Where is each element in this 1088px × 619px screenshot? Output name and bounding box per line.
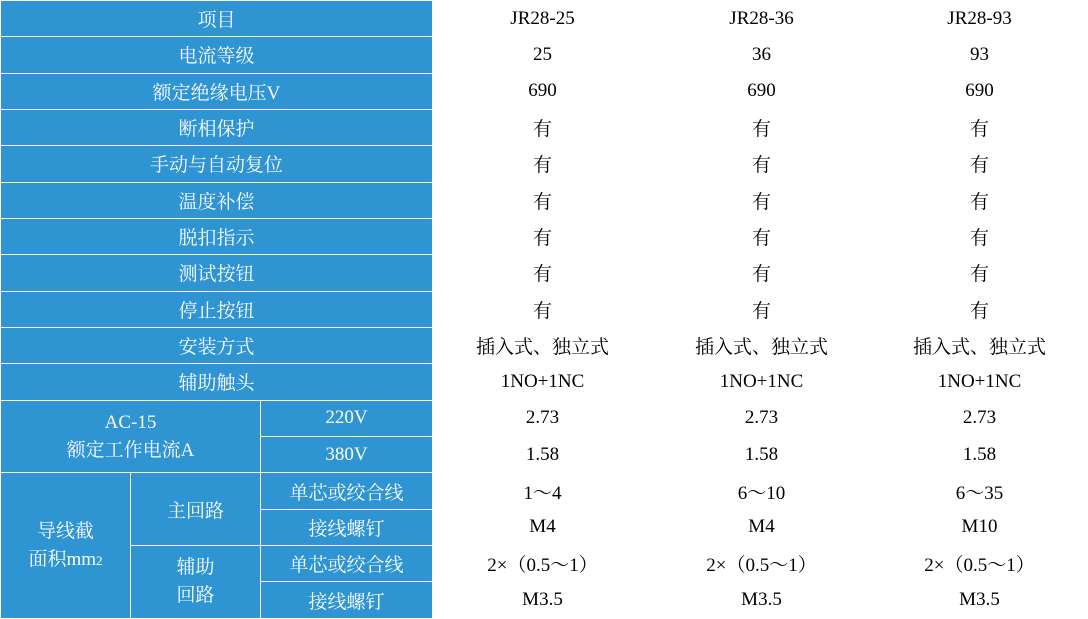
table-row-wire-main-core [1, 473, 1088, 509]
row-value-3: 690 [871, 73, 1088, 109]
row-label: 辅助触头 [1, 364, 433, 400]
row-label: 温度补偿 [1, 182, 433, 218]
wire-label-line1: 导线截 [36, 521, 94, 543]
wire-aux-screw-value-2: M3.5 [653, 582, 871, 619]
row-value-3: 有 [871, 291, 1088, 327]
table-row [1, 364, 1088, 400]
row-label: 脱扣指示 [1, 218, 433, 254]
table-row [1, 327, 1088, 363]
row-value-2: 插入式、独立式 [653, 327, 871, 363]
wire-main-circuit-label: 主回路 [131, 473, 261, 546]
row-value-1: 有 [433, 218, 653, 254]
table-row-ac15-220v [1, 400, 1088, 436]
header-item-label: 项目 [1, 1, 433, 37]
wire-main-core-value-1: 1～4 [433, 473, 653, 509]
wire-aux-screw-value-1: M3.5 [433, 582, 653, 619]
ac15-220v-value-2: 2.73 [653, 400, 871, 436]
table-row [1, 146, 1088, 182]
wire-aux-label-line2: 回路 [176, 585, 215, 607]
ac15-220v-value-1: 2.73 [433, 400, 653, 436]
row-label: 停止按钮 [1, 291, 433, 327]
header-model-3: JR28-93 [871, 1, 1088, 37]
ac15-380v-value-1: 1.58 [433, 437, 653, 473]
row-value-2: 有 [653, 218, 871, 254]
wire-aux-screw-value-3: M3.5 [871, 582, 1088, 619]
row-value-3: 93 [871, 37, 1088, 73]
ac15-sub-label-220v: 220V [261, 400, 433, 436]
row-value-2: 有 [653, 255, 871, 291]
wire-main-screw-label: 接线螺钉 [261, 509, 433, 545]
wire-aux-core-value-2: 2×（0.5～1） [653, 546, 871, 582]
row-value-1: 有 [433, 109, 653, 145]
row-label: 手动与自动复位 [1, 146, 433, 182]
table-row [1, 182, 1088, 218]
row-value-3: 1NO+1NC [871, 364, 1088, 400]
wire-group-label [1, 473, 131, 619]
row-value-1: 有 [433, 255, 653, 291]
row-value-3: 插入式、独立式 [871, 327, 1088, 363]
wire-main-core-value-3: 6～35 [871, 473, 1088, 509]
row-label: 额定绝缘电压V [1, 73, 433, 109]
row-value-2: 有 [653, 109, 871, 145]
ac15-380v-value-3: 1.58 [871, 437, 1088, 473]
row-value-2: 有 [653, 146, 871, 182]
row-value-3: 有 [871, 109, 1088, 145]
ac15-group-label [1, 400, 261, 473]
wire-main-screw-value-3: M10 [871, 509, 1088, 545]
ac15-sub-label-380v: 380V [261, 437, 433, 473]
header-model-2: JR28-36 [653, 1, 871, 37]
table-row [1, 291, 1088, 327]
wire-main-screw-value-1: M4 [433, 509, 653, 545]
row-value-2: 有 [653, 182, 871, 218]
wire-aux-core-value-3: 2×（0.5～1） [871, 546, 1088, 582]
row-value-3: 有 [871, 146, 1088, 182]
wire-main-screw-value-2: M4 [653, 509, 871, 545]
ac15-220v-value-3: 2.73 [871, 400, 1088, 436]
table-row [1, 109, 1088, 145]
row-value-1: 有 [433, 146, 653, 182]
row-value-1: 有 [433, 291, 653, 327]
row-value-1: 690 [433, 73, 653, 109]
row-value-3: 有 [871, 255, 1088, 291]
wire-aux-core-value-1: 2×（0.5～1） [433, 546, 653, 582]
row-value-2: 690 [653, 73, 871, 109]
row-label: 安装方式 [1, 327, 433, 363]
wire-aux-core-label: 单芯或绞合线 [261, 546, 433, 582]
row-value-2: 1NO+1NC [653, 364, 871, 400]
wire-aux-circuit-label [131, 546, 261, 619]
row-value-2: 有 [653, 291, 871, 327]
row-label: 电流等级 [1, 37, 433, 73]
wire-aux-label-line1: 辅助 [176, 557, 215, 579]
row-value-2: 36 [653, 37, 871, 73]
table-row [1, 255, 1088, 291]
table-header-row [1, 1, 1088, 37]
table-row [1, 73, 1088, 109]
table-row [1, 218, 1088, 254]
row-value-3: 有 [871, 182, 1088, 218]
wire-aux-screw-label: 接线螺钉 [261, 582, 433, 619]
wire-label-line2 [5, 546, 126, 574]
row-value-1: 1NO+1NC [433, 364, 653, 400]
row-value-3: 有 [871, 218, 1088, 254]
wire-label-line2-text: 面积mm [28, 548, 97, 570]
ac15-380v-value-2: 1.58 [653, 437, 871, 473]
wire-main-core-value-2: 6～10 [653, 473, 871, 509]
row-label: 断相保护 [1, 109, 433, 145]
table-row-wire-aux-core [1, 546, 1088, 582]
row-label: 测试按钮 [1, 255, 433, 291]
ac15-label-line2: 额定工作电流A [66, 439, 195, 461]
ac15-label-line1: AC-15 [104, 411, 157, 433]
row-value-1: 有 [433, 182, 653, 218]
row-value-1: 25 [433, 37, 653, 73]
header-model-1: JR28-25 [433, 1, 653, 37]
wire-label-superscript: 2 [96, 552, 103, 568]
table-row [1, 37, 1088, 73]
row-value-1: 插入式、独立式 [433, 327, 653, 363]
wire-main-core-label: 单芯或绞合线 [261, 473, 433, 509]
